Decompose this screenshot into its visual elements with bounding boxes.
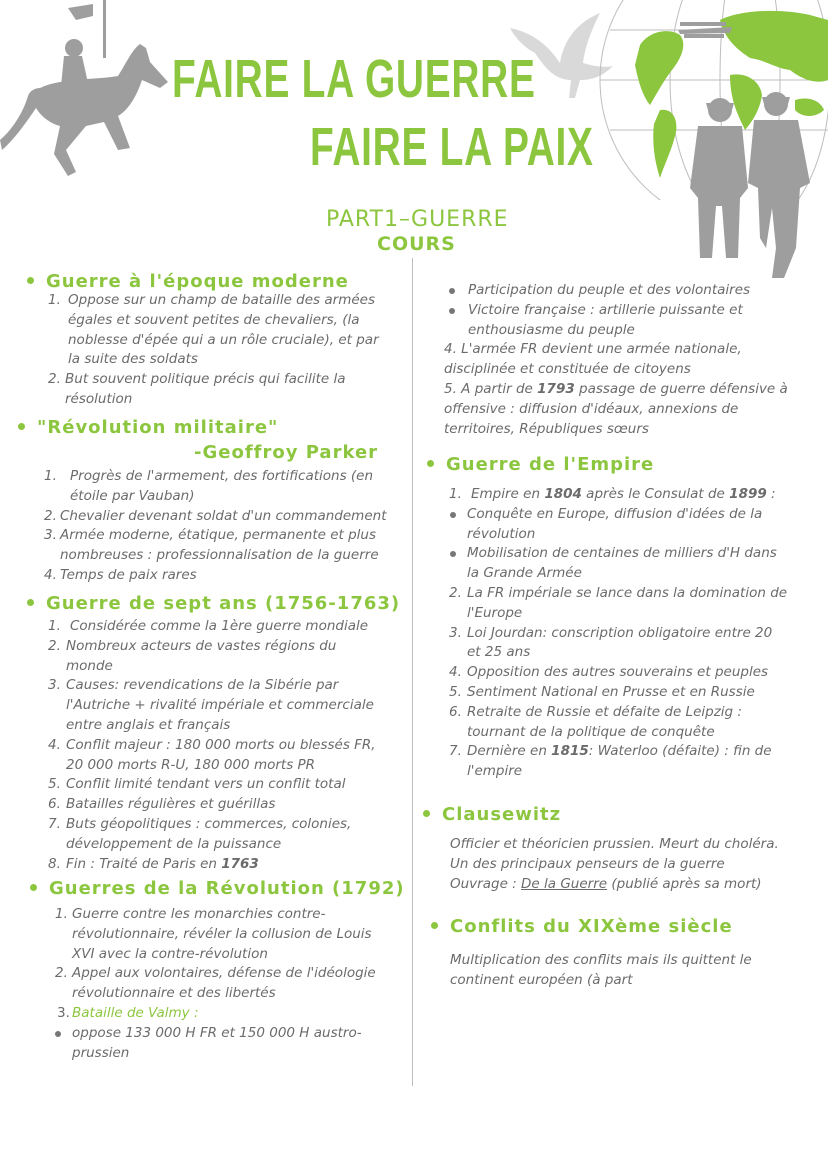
- list-item: 2. Appel aux volontaires, défense de l'idéologie révolutionnaire et des libertés: [55, 965, 376, 1002]
- list-item: 1. Considérée comme la 1ère guerre mondiale: [48, 618, 369, 634]
- list-empire: [449, 485, 819, 782]
- list-item: 2. Nombreux acteurs de vastes régions du monde: [48, 637, 337, 674]
- list-item: 3. Bataille de Valmy :: [57, 1004, 199, 1021]
- section-heading-revolution: Guerres de la Révolution (1792): [30, 878, 405, 899]
- list-item: 5. A partir de 1793 passage de guerre défensive à offensive : diffusion d'idéaux, annexions de territoires, Républiques sœurs: [444, 380, 788, 437]
- bullet-icon: [423, 810, 430, 817]
- list-epoque-moderne: [48, 291, 408, 410]
- section-heading-clausewitz: Clausewitz: [423, 804, 561, 825]
- list-item: 7. Dernière en 1815: Waterloo (défaite) : fin de l'empire: [449, 743, 772, 780]
- list-revolution: [55, 905, 410, 1063]
- biplane-silhouette: [678, 22, 732, 38]
- list-item: Participation du peuple et des volontaires: [449, 281, 816, 301]
- bullet-icon: [55, 1031, 61, 1037]
- bullet-icon: [450, 512, 456, 518]
- subtitle-part: PART1–GUERRE: [326, 207, 509, 232]
- section-heading-sept-ans: Guerre de sept ans (1756-1763): [27, 593, 400, 614]
- section-heading-conflits: Conflits du XIXème siècle: [431, 916, 733, 937]
- list-item: 2. Chevalier devenant soldat d'un commandement: [44, 507, 387, 524]
- section-heading-author: -Geoffroy Parker: [194, 442, 379, 463]
- bullet-icon: [427, 460, 434, 467]
- bullet-icon: [27, 277, 34, 284]
- section-heading-empire: Guerre de l'Empire: [427, 454, 654, 475]
- list-item: 4. Opposition des autres souverains et peuples: [449, 664, 769, 681]
- list-item: Conquête en Europe, diffusion d'idées de la révolution: [449, 505, 819, 545]
- list-revolution-continued: [444, 281, 816, 439]
- bullet-icon: [449, 288, 455, 294]
- book-title: De la Guerre: [521, 875, 608, 892]
- bullet-icon: [18, 423, 25, 430]
- bullet-icon: [450, 551, 456, 557]
- list-item: 2. But souvent politique précis qui facilite la résolution: [48, 371, 346, 407]
- list-item: 8. Fin : Traité de Paris en 1763: [48, 855, 259, 872]
- list-item: 3. Loi Jourdan: conscription obligatoire entre 20 et 25 ans: [449, 624, 773, 661]
- list-item: Victoire française : artillerie puissante et enthousiasme du peuple: [449, 301, 816, 341]
- list-revolution-militaire: [44, 467, 410, 586]
- list-item: 1. Progrès de l'armement, des fortifications (en étoile par Vauban): [44, 468, 374, 504]
- list-item: 1. Empire en 1804 après le Consulat de 1899 :: [449, 486, 776, 502]
- soldiers-silhouette: [676, 88, 821, 283]
- subtitle-cours: COURS: [377, 233, 456, 255]
- column-divider: [412, 258, 413, 1086]
- list-item: oppose 133 000 H FR et 150 000 H austro- prussien: [55, 1024, 410, 1064]
- list-sept-ans: [48, 617, 410, 874]
- list-item: 5. Conflit limité tendant vers un conflit total: [48, 776, 346, 793]
- page-title-line2: FAIRE LA PAIX: [310, 117, 594, 177]
- list-item: 7. Buts géopolitiques : commerces, colonies, développement de la puissance: [48, 815, 352, 852]
- conflits-text: Multiplication des conflits mais ils quittent le continent européen (à part: [450, 952, 752, 988]
- clausewitz-text: Officier et théoricien prussien. Meurt du choléra. Un des principaux penseurs de la guerre Ouvrage : De la Guerre (publié après sa mort): [450, 836, 779, 892]
- list-item: 5. Sentiment National en Prusse et en Russie: [449, 683, 755, 700]
- list-item: 1. Oppose sur un champ de bataille des armées égales et souvent petites de chevaliers, (la noblesse d'épée qui a un rôle cruciale), et par la suite des soldats: [48, 292, 379, 368]
- list-item: 6. Batailles régulières et guérillas: [48, 796, 276, 813]
- list-item: 1. Guerre contre les monarchies contre- révolutionnaire, révéler la collusion de Louis XVI avec la contre-révolution: [55, 906, 372, 962]
- list-item: 4. Conflit majeur : 180 000 morts ou blessés FR, 20 000 morts R-U, 180 000 morts PR: [48, 736, 376, 773]
- list-item: 3. Armée moderne, étatique, permanente et plus nombreuses : professionnalisation de la guerre: [44, 527, 379, 564]
- bullet-icon: [431, 922, 438, 929]
- list-item: Mobilisation de centaines de milliers d'H dans la Grande Armée: [449, 544, 819, 584]
- horse-rider-silhouette: [0, 0, 175, 200]
- list-item: 4. Temps de paix rares: [44, 566, 197, 583]
- bullet-icon: [449, 308, 455, 314]
- list-item: 6. Retraite de Russie et défaite de Leipzig : tournant de la politique de conquête: [449, 703, 742, 740]
- bullet-icon: [27, 599, 34, 606]
- bullet-icon: [30, 884, 37, 891]
- section-heading-revolution-militaire: "Révolution militaire": [18, 417, 278, 438]
- list-item: 3. Causes: revendications de la Sibérie par l'Autriche + rivalité impériale et commerciale entre anglais et français: [48, 677, 374, 733]
- section-heading-epoque-moderne: Guerre à l'époque moderne: [27, 271, 349, 292]
- list-item: 2. La FR impériale se lance dans la domination de l'Europe: [449, 584, 788, 621]
- list-item: 4. L'armée FR devient une armée nationale, disciplinée et constituée de citoyens: [444, 341, 742, 378]
- page-title-line1: FAIRE LA GUERRE: [172, 49, 536, 109]
